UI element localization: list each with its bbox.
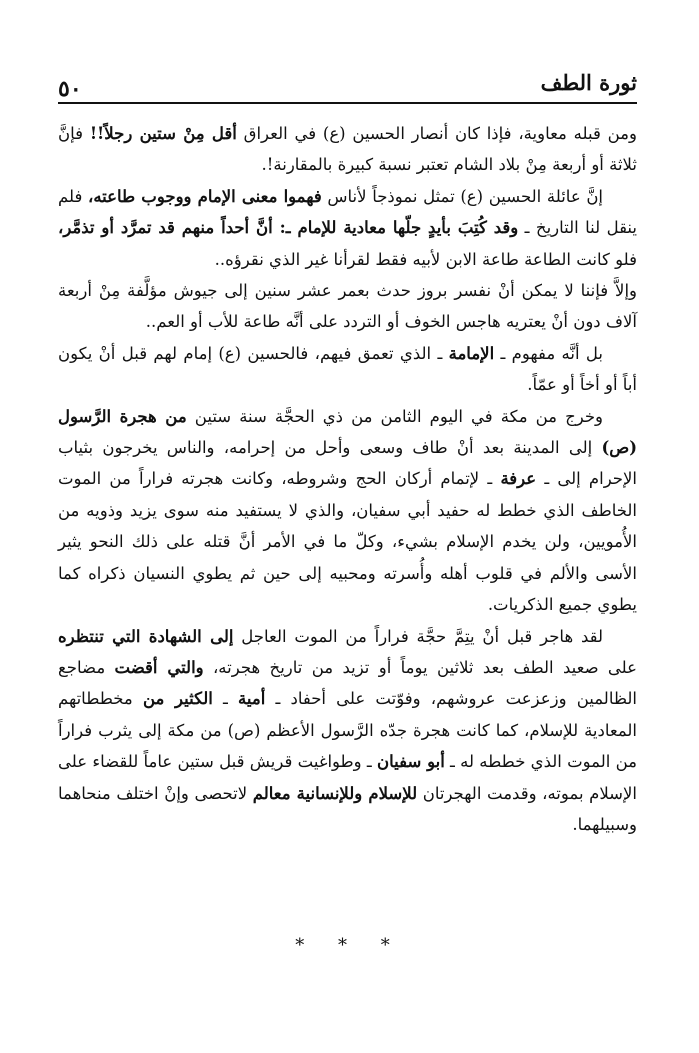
text-segment: ـ: [212, 689, 239, 709]
text-segment: ـ لإتمام أركان الحج وشروطه، وكانت هجرته فراراً من الموت الخاطف الذي خطط له حفيد أبي سفيان، والذي لا يستفيد منه سوى يزيد وذويه من الأُمويين، ولن يخدم الإسلام بشيء، وكلّ ما في الأمر أنَّ قتله على ذلك النحو يثير الأسى والألم في قلوب أهله وأُسرته ومحبيه إلى حين ثم يطوي النسيان ذكراه كما يطوي جميع الذكريات.: [58, 469, 637, 615]
text-segment: على صعيد الطف بعد ثلاثين يوماً أو تزيد من تاريخ هجرته،: [203, 657, 637, 677]
text-segment: فإنَّ ثلاثة أو أربعة مِنْ بلاد الشام تعتبر نسبة كبيرة بالمقارنة!.: [58, 124, 637, 175]
paragraph: [58, 118, 637, 181]
text-segment: مضاجع الظالمين وزعزعت عروشهم، وفوّتت على أحفاد ـ: [58, 657, 637, 709]
text-segment: بل أنَّه مفهوم ـ: [494, 343, 603, 363]
text-segment: فلو كانت الطاعة طاعة الابن لأبيه فقط لقرأنا غير الذي نقرؤه..: [214, 249, 637, 269]
paragraph: [58, 275, 637, 338]
text-segment: ومن قبله معاوية، فإذا كان أنصار الحسين (ع) في العراق: [236, 124, 637, 143]
page-number: ٥٠: [58, 76, 82, 102]
text-segment: لاتحصى وإنْ اختلف منحاهما وسبيلهما.: [58, 783, 637, 834]
bold-text-segment: فهموا معنى الإمام ووجوب طاعته،: [88, 186, 322, 206]
paragraph: [58, 621, 637, 841]
page-header: [58, 62, 637, 104]
text-segment: ـ وطواغيت قريش قبل ستين عاماً للقضاء على الإسلام بموته، وقدمت الهجرتان: [58, 752, 638, 803]
text-segment: مخططاتهم المعادية للإسلام، كما كانت هجرة جدّه الرَّسول الأعظم (ص) من مكة إلى يثرب فراراً من الموت الذي خططه له ـ: [58, 689, 637, 772]
bold-text-segment: عرفة: [500, 469, 537, 489]
bold-text-segment: الكثير من: [142, 689, 213, 709]
bold-text-segment: إلى الشهادة التي تنتظره: [58, 626, 234, 646]
running-title: ثورة الطف: [540, 70, 637, 95]
text-segment: وإلاَّ فإننا لا يمكن أنْ نفسر بروز حدث بعمر عشر سنين إلى جيوش مؤلَّفة مِنْ أربعة آلاف دون أنْ يعتريه هاجس الخوف أو التردد على أنَّه طاعة للأب أو العم..: [58, 281, 637, 332]
body-text: [58, 118, 637, 840]
paragraph: [58, 338, 637, 401]
bold-text-segment: من هجرة الرَّسول (ص): [58, 406, 637, 458]
bold-text-segment: أبو سفيان: [377, 752, 445, 772]
text-segment: فلم ينقل لنا التاريخ ـ: [58, 186, 637, 238]
text-segment: إلى المدينة بعد أنْ طاف وسعى وأحل من إحرامه، والناس يخرجون بثياب الإحرام إلى ـ: [58, 438, 637, 489]
bold-text-segment: للإسلام وللإنسانية معالم: [252, 783, 418, 803]
text-segment: إنَّ عائلة الحسين (ع) تمثل نموذجاً لأناس: [321, 186, 604, 206]
bold-text-segment: أقل مِنْ ستين رجلاً!!: [89, 124, 237, 143]
text-segment: لقد هاجر قبل أنْ يتِمَّ حجَّة فراراً من الموت العاجل: [233, 626, 604, 646]
text-segment: وخرج من مكة في اليوم الثامن من ذي الحجَّة سنة ستين: [186, 406, 603, 426]
bold-text-segment: أمية: [238, 689, 266, 709]
paragraph: [58, 401, 637, 621]
bold-text-segment: وقد كُتِبَ بأيدٍ جلّها معادية للإمام ـ: أنَّ أحداً منهم قد تمرَّد أو تذمَّر،: [58, 218, 519, 238]
bold-text-segment: الإمامة: [448, 343, 495, 363]
text-segment: ـ الذي تعمق فيهم، فالحسين (ع) إمام لهم قبل أنْ يكون أباً أو أخاً أو عمّاً.: [58, 343, 637, 395]
paragraph: [58, 181, 637, 275]
bold-text-segment: والتي أقضت: [114, 657, 204, 677]
section-ornament: * * *: [295, 935, 404, 956]
